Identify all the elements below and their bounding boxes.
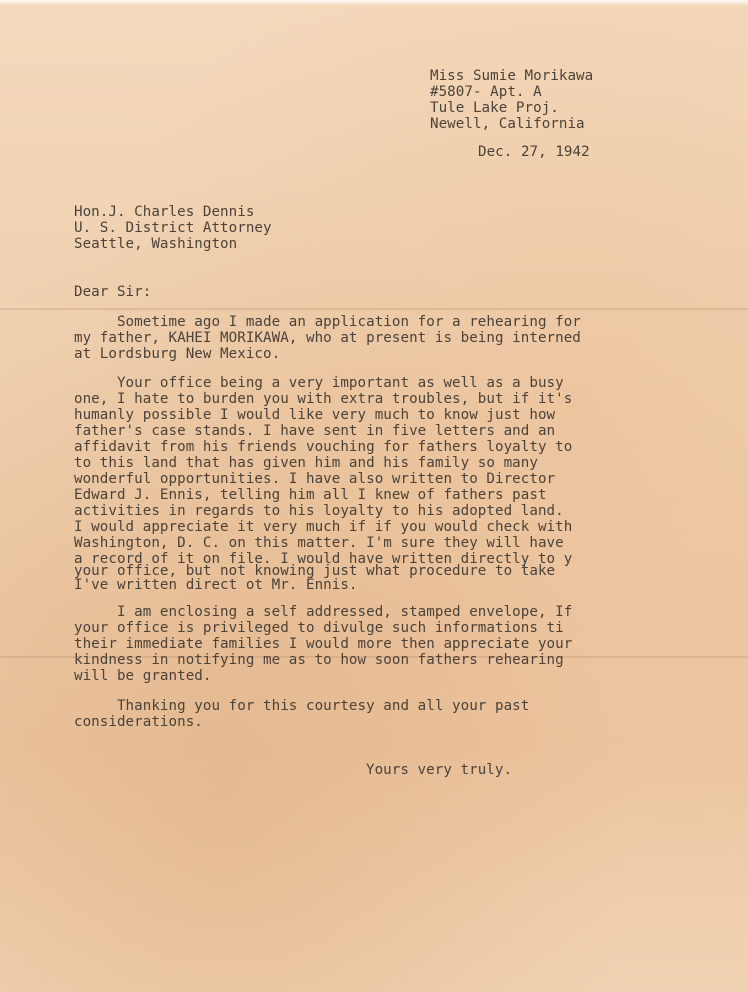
sender-city: Newell, California xyxy=(430,116,585,132)
body-line: Washington, D. C. on this matter. I'm sure they will have xyxy=(74,535,564,551)
body-line: a record of it on file. I would have written directly to y xyxy=(74,551,573,567)
body-line: wonderful opportunities. I have also written to Director xyxy=(74,471,556,487)
body-line: my father, KAHEI MORIKAWA, who at present is being interned xyxy=(74,330,581,346)
body-line: I've written direct ot Mr. Ennis. xyxy=(74,577,358,593)
body-line: your office, but not knowing just what procedure to take xyxy=(74,563,556,579)
body-line: I am enclosing a self addressed, stamped envelope, If xyxy=(74,604,573,620)
sender-name: Miss Sumie Morikawa xyxy=(430,68,594,84)
recipient-city: Seattle, Washington xyxy=(74,236,238,252)
letter-date: Dec. 27, 1942 xyxy=(478,144,590,160)
sender-unit: #5807- Apt. A xyxy=(430,84,542,100)
recipient-name: Hon.J. Charles Dennis xyxy=(74,204,255,220)
body-line: activities in regards to his loyalty to his adopted land. xyxy=(74,503,564,519)
recipient-title: U. S. District Attorney xyxy=(74,220,272,236)
body-line: affidavit from his friends vouching for fathers loyalty to xyxy=(74,439,573,455)
body-line: your office is privileged to divulge such informations ti xyxy=(74,620,564,636)
body-line: Sometime ago I made an application for a rehearing for xyxy=(74,314,581,330)
paper-edge xyxy=(0,0,748,6)
closing: Yours very truly. xyxy=(366,762,513,778)
body-line: humanly possible I would like very much to know just how xyxy=(74,407,556,423)
body-line: I would appreciate it very much if if you would check with xyxy=(74,519,573,535)
body-line: will be granted. xyxy=(74,668,212,684)
body-line: Thanking you for this courtesy and all your past xyxy=(74,698,530,714)
body-line: to this land that has given him and his family so many xyxy=(74,455,538,471)
body-line: considerations. xyxy=(74,714,203,730)
body-line: father's case stands. I have sent in five letters and an xyxy=(74,423,556,439)
sender-project: Tule Lake Proj. xyxy=(430,100,559,116)
body-line: Your office being a very important as well as a busy xyxy=(74,375,564,391)
paper-fold-line xyxy=(0,308,748,310)
body-line: Edward J. Ennis, telling him all I knew of fathers past xyxy=(74,487,547,503)
salutation: Dear Sir: xyxy=(74,284,152,300)
body-line: their immediate families I would more then appreciate your xyxy=(74,636,573,652)
body-line: one, I hate to burden you with extra troubles, but if it's xyxy=(74,391,573,407)
body-line: kindness in notifying me as to how soon fathers rehearing xyxy=(74,652,564,668)
body-line: at Lordsburg New Mexico. xyxy=(74,346,281,362)
